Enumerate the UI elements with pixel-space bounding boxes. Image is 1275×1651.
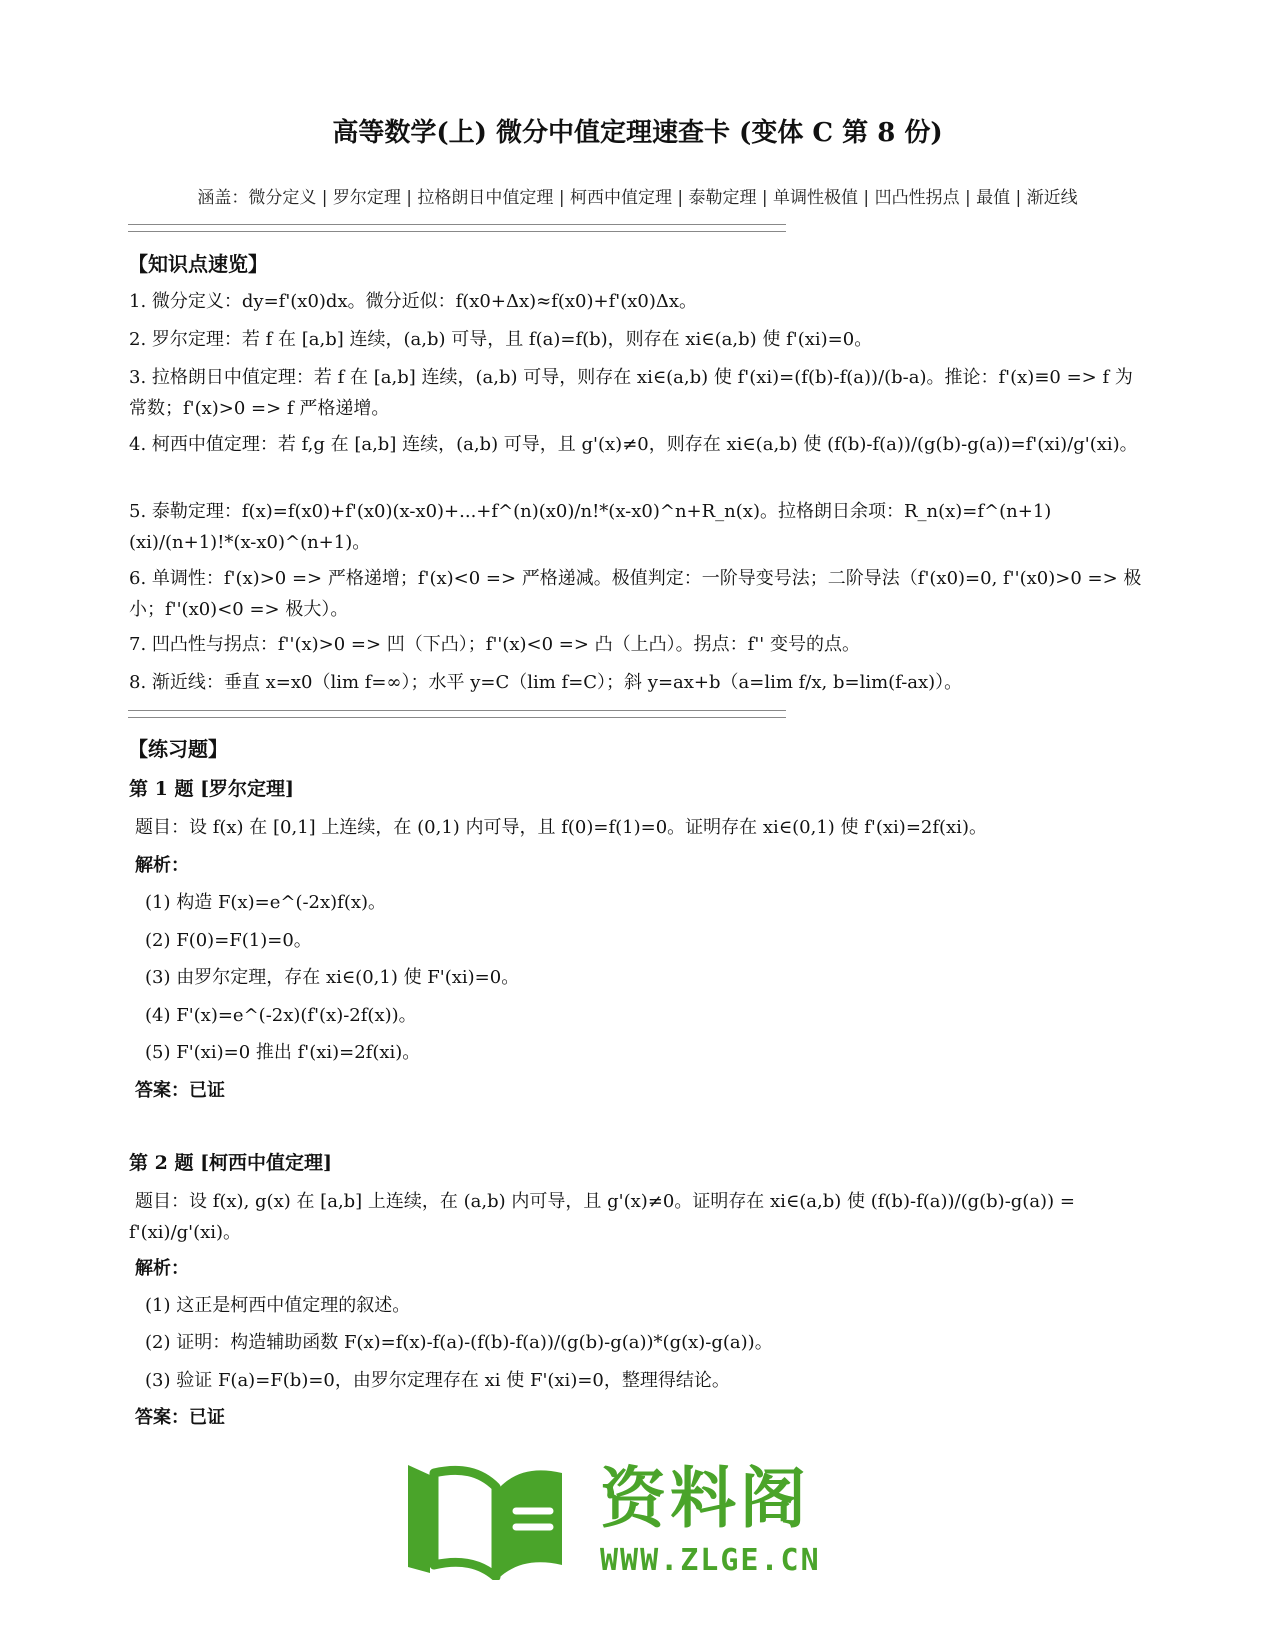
page-subtitle: 涵盖：微分定义 | 罗尔定理 | 拉格朗日中值定理 | 柯西中值定理 | 泰勒定理 | 单调性极值 | 凹凸性拐点 | 最值 | 渐近线	[197, 188, 1078, 208]
question-1-analysis-label: 解析：	[135, 855, 189, 876]
question-2-answer: 答案：已证	[135, 1407, 225, 1428]
knowledge-item: 5. 泰勒定理：f(x)=f(x0)+f'(x0)(x-x0)+...+f^(n)(x0)/n!*(x-x0)^n+R_n(x)。拉格朗日余项：R_n(x)=f^(n+1)(xi)/(n+1)!*(x-x0)^(n+1)。	[129, 501, 1052, 553]
knowledge-item: 3. 拉格朗日中值定理：若 f 在 [a,b] 连续，(a,b) 可导，则存在 xi∈(a,b) 使 f'(xi)=(f(b)-f(a))/(b-a)。推论：f'(x)≡0 => f 为常数；f'(x)>0 => f 严格递增。	[129, 367, 1133, 419]
page-title: 高等数学(上) 微分中值定理速查卡 (变体 C 第 8 份)	[332, 118, 943, 148]
question-1-title: 第 1 题 [罗尔定理]	[129, 778, 295, 800]
question-2-step: (3) 验证 F(a)=F(b)=0，由罗尔定理存在 xi 使 F'(xi)=0，整理得结论。	[145, 1370, 730, 1391]
watermark-en: WWW.ZLGE.CN	[600, 1543, 821, 1578]
exercises-heading: 【练习题】	[128, 737, 228, 761]
question-1-step: (5) F'(xi)=0 推出 f'(xi)=2f(xi)。	[145, 1042, 421, 1063]
divider-top	[128, 224, 786, 232]
question-1-answer: 答案：已证	[135, 1080, 225, 1101]
knowledge-item: 7. 凹凸性与拐点：f''(x)>0 => 凹（下凸）；f''(x)<0 => 凸（上凸）。拐点：f'' 变号的点。	[129, 634, 860, 655]
knowledge-item: 8. 渐近线：垂直 x=x0（lim f=∞）；水平 y=C（lim f=C）；斜 y=ax+b（a=lim f/x, b=lim(f-ax)）。	[129, 672, 963, 693]
question-2-step: (2) 证明：构造辅助函数 F(x)=f(x)-f(a)-(f(b)-f(a))/(g(b)-g(a))*(g(x)-g(a))。	[145, 1332, 773, 1353]
question-1-step: (2) F(0)=F(1)=0。	[145, 930, 312, 951]
question-1-problem: 题目：设 f(x) 在 [0,1] 上连续，在 (0,1) 内可导，且 f(0)=f(1)=0。证明存在 xi∈(0,1) 使 f'(xi)=2f(xi)。	[135, 817, 987, 838]
knowledge-item: 1. 微分定义：dy=f'(x0)dx。微分近似：f(x0+Δx)≈f(x0)+f'(x0)Δx。	[129, 291, 698, 312]
site-watermark	[400, 1455, 870, 1585]
question-1-step: (3) 由罗尔定理，存在 xi∈(0,1) 使 F'(xi)=0。	[145, 967, 520, 988]
divider-middle	[128, 710, 786, 718]
question-2-title: 第 2 题 [柯西中值定理]	[129, 1152, 333, 1174]
book-logo-icon	[400, 1455, 590, 1580]
question-2-step: (1) 这正是柯西中值定理的叙述。	[145, 1295, 411, 1316]
question-2-analysis-label: 解析：	[135, 1258, 189, 1279]
question-1-step: (1) 构造 F(x)=e^(-2x)f(x)。	[145, 892, 387, 913]
knowledge-item: 2. 罗尔定理：若 f 在 [a,b] 连续，(a,b) 可导，且 f(a)=f(b)，则存在 xi∈(a,b) 使 f'(xi)=0。	[129, 329, 873, 350]
question-1-step: (4) F'(x)=e^(-2x)(f'(x)-2f(x))。	[145, 1005, 417, 1026]
question-2-problem: 题目：设 f(x), g(x) 在 [a,b] 上连续，在 (a,b) 内可导，且 g'(x)≠0。证明存在 xi∈(a,b) 使 (f(b)-f(a))/(g(b)-g(a)) = f'(xi)/g'(xi)。	[129, 1191, 1075, 1243]
watermark-cn: 资料阁	[600, 1460, 810, 1537]
knowledge-item: 6. 单调性：f'(x)>0 => 严格递增；f'(x)<0 => 严格递减。极值判定：一阶导变号法；二阶导法（f'(x0)=0, f''(x0)>0 => 极小；f''(x0)<0 => 极大）。	[129, 568, 1142, 620]
knowledge-item: 4. 柯西中值定理：若 f,g 在 [a,b] 连续，(a,b) 可导，且 g'(x)≠0，则存在 xi∈(a,b) 使 (f(b)-f(a))/(g(b)-g(a))=f'(xi)/g'(xi)。	[129, 434, 1138, 455]
knowledge-heading: 【知识点速览】	[128, 252, 268, 276]
